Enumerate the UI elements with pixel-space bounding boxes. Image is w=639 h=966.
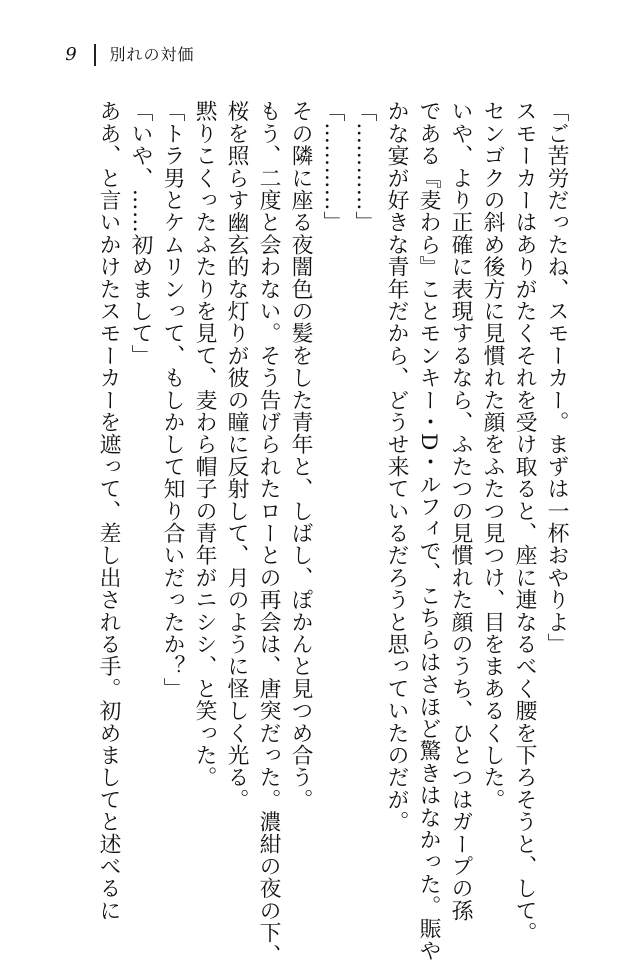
text-line: 「ご苦労だったね、スモーカー。まずは一杯おやりよ」 — [544, 100, 569, 655]
text-line: いや、より正確に表現するなら、ふたつの見慣れた顔のうち、ひとつはガープの孫 — [448, 100, 473, 922]
text-line: センゴクの斜め後方に見慣れた顔をふたつ見つけ、目をまあるくした。 — [480, 100, 505, 811]
header-divider — [94, 44, 96, 66]
text-line: 「…………」 — [352, 100, 377, 234]
text-line: 「トラ男とケムリンって、もしかして知り合いだったか？」 — [160, 100, 185, 700]
text-line: ああ、と言いかけたスモーカーを遮って、差し出される手。初めましてと述べるに — [96, 100, 121, 922]
text-line: 桜を照らす幽玄的な灯りが彼の瞳に反射して、月のように怪しく光る。 — [224, 100, 249, 811]
text-line: かな宴が好きな青年だから、どうせ来ているだろうと思っていたのだが。 — [384, 100, 409, 833]
vertical-body-text — [96, 100, 572, 966]
running-header — [62, 40, 195, 70]
text-line: スモーカーはありがたくそれを受け取ると、座に連なるべく腰を下ろそうと、して。 — [512, 100, 537, 944]
page-number: 9 — [65, 44, 77, 65]
text-line: である『麦わら』ことモンキー・D・ルフィで、こちらはさほど驚きはなかった。賑や — [416, 100, 441, 962]
text-line: 「いや、……初めまして」 — [128, 100, 153, 367]
text-line: その隣に座る夜闇色の髪をした青年と、しばし、ぽかんと見つめ合う。 — [288, 100, 313, 811]
chapter-title: 別れの対価 — [109, 45, 195, 64]
text-line: もう、二度と会わない。そう告げられたローとの再会は、唐突だった。濃紺の夜の下、 — [256, 100, 281, 966]
text-line: 「…………」 — [320, 100, 345, 234]
text-line: 黙りこくったふたりを見て、麦わら帽子の青年がニシシ、と笑った。 — [192, 100, 217, 789]
